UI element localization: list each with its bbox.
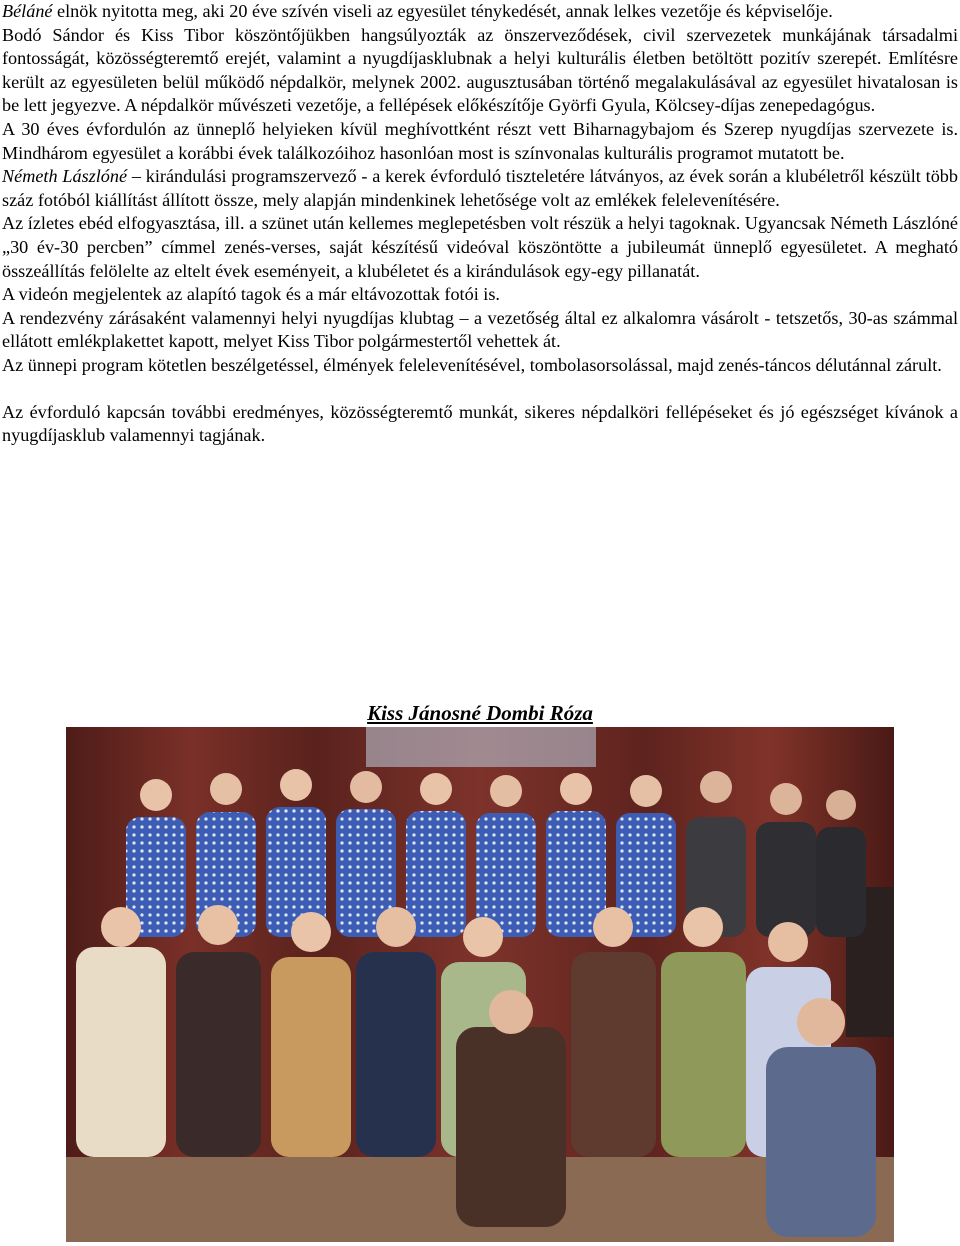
person-name: Németh Lászlóné	[2, 166, 128, 187]
paragraph-text: A 30 éves évfordulón az ünneplő helyieken kívül meghívottként részt vett Biharnagybajom és Szerep nyugdíjas szervezete is. Mindhárom egyesület a korábbi évek találkozóihoz hasonlóan most is színvonalas kulturális programot mutatott be.	[2, 118, 958, 163]
group-photo	[66, 727, 894, 1242]
paragraph-1	[0, 0, 960, 24]
paragraph-2	[0, 24, 960, 118]
paragraph-text: – kirándulási programszervező - a kerek évforduló tiszteletére látványos, az évek során a klubéletről készült több száz fotóból kiállítást állított össze, mely alapján mindenkinek lehetősége volt az emlékek felelevenítésére.	[2, 166, 958, 210]
article-body	[0, 0, 960, 448]
paragraph-text: A videón megjelentek az alapító tagok és a már eltávozottak fotói is.	[2, 284, 500, 305]
closing-paragraph: Az évforduló kapcsán további eredményes, közösségteremtő munkát, sikeres népdalköri fellépéseket és jó egészséget kívánok a nyugdíjasklub valamennyi tagjának.	[2, 401, 958, 446]
paragraph-3	[0, 118, 960, 165]
paragraph-text: A rendezvény zárásaként valamennyi helyi nyugdíjas klubtag – a vezetőség által ez alkalomra vásárolt - tetszetős, 30-as számmal ellátott emlékplakettet kapott, melyet Kiss Tibor polgármestertől vehettek át.	[2, 307, 958, 352]
paragraph-8	[0, 354, 960, 378]
person-name: Béláné	[2, 1, 53, 21]
paragraph-text: Az ízletes ebéd elfogyasztása, ill. a szünet után kellemes meglepetésben volt részük a helyi tagoknak. Ugyancsak Németh Lászlóné „30 év-30 percben” címmel zenés-verses, saját készítésű videóval köszöntötte a jubileumát ünneplő egyesületet. A megható összeállítás felölelte az eltelt évek eseményeit, a klubéletet és a kirándulások egy-egy pillanatát.	[2, 213, 958, 281]
paragraph-text: elnök nyitotta meg, aki 20 éve szívén viseli az egyesület ténykedését, annak lelkes vezetője és képviselője.	[52, 1, 833, 21]
paragraph-text: Az ünnepi program kötetlen beszélgetéssel, élmények felelevenítésével, tombolasorsolással, majd zenés-táncos délutánnal zárult.	[2, 354, 942, 375]
paragraph-6	[0, 283, 960, 307]
paragraph-4	[0, 165, 960, 212]
spacer	[0, 378, 960, 401]
paragraph-text: Bodó Sándor és Kiss Tibor köszöntőjükben hangsúlyozták az önszerveződések, civil szervezetek munkájának társadalmi fontosságát, közösségteremtő erejét, valamint a nyugdíjasklubnak a helyi kulturális életben betöltött pozitív szerepét. Említésre került az egyesületen belül működő népdalkör, melynek 2002. augusztusában történő megalakulásával az egyesület hivatalosan is be lett jegyezve. A népdalkör művészeti vezetője, a fellépések előkészítője Györfi Gyula, Kölcsey-díjas zenepedagógus.	[2, 24, 958, 116]
paragraph-7	[0, 307, 960, 354]
paragraph-5	[0, 212, 960, 283]
author-signature: Kiss Jánosné Dombi Róza	[367, 701, 593, 725]
